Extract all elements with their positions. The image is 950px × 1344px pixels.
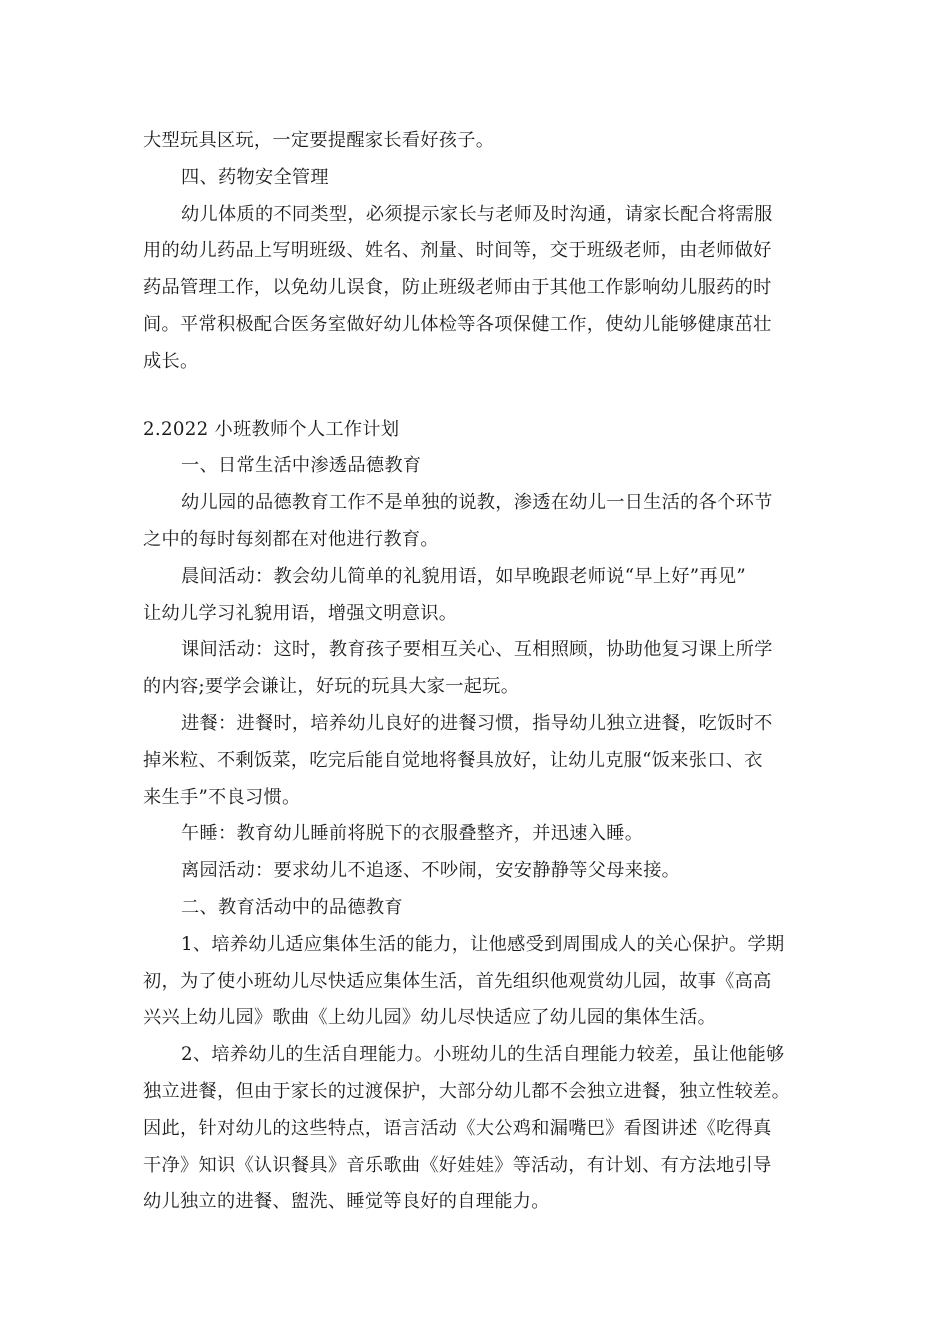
- text-line: 间。平常积极配合医务室做好幼儿体检等各项保健工作，使幼儿能够健康茁壮: [143, 313, 772, 335]
- paragraph-gap: [143, 381, 807, 412]
- text-line: 的内容;要学会谦让，好玩的玩具大家一起玩。: [143, 676, 520, 698]
- text-line: 之中的每时每刻都在对他进行教育。: [143, 528, 439, 550]
- text-line: 幼儿独立的进餐、盥洗、睡觉等良好的自理能力。: [143, 1191, 550, 1213]
- text-line: 因此，针对幼儿的这些特点，语言活动《大公鸡和漏嘴巴》看图讲述《吃得真: [143, 1117, 772, 1139]
- text-line: 1、培养幼儿适应集体生活的能力，让他感受到周围成人的关心保护。学期: [181, 933, 785, 955]
- text-line: 二、教育活动中的品德教育: [181, 896, 403, 918]
- text-line: 干净》知识《认识餐具》音乐歌曲《好娃娃》等活动，有计划、有方法地引导: [143, 1154, 772, 1176]
- text-line: 药品管理工作，以免幼儿误食，防止班级老师由于其他工作影响幼儿服药的时: [143, 277, 772, 299]
- text-line: 四、药物安全管理: [181, 166, 329, 188]
- document-body: [143, 123, 807, 1221]
- text-line: 独立进餐，但由于家长的过渡保护，大部分幼儿都不会独立进餐，独立性较差。: [143, 1080, 791, 1102]
- text-line: 幼儿体质的不同类型，必须提示家长与老师及时沟通，请家长配合将需服: [181, 203, 773, 225]
- text-line: 大型玩具区玩，一定要提醒家长看好孩子。: [143, 130, 495, 151]
- text-line: 成长。: [143, 350, 199, 372]
- text-line: 2、培养幼儿的生活自理能力。小班幼儿的生活自理能力较差，虽让他能够: [181, 1044, 785, 1066]
- section-heading: 2.2022 小班教师个人工作计划: [143, 418, 400, 440]
- text-line: 初，为了使小班幼儿尽快适应集体生活，首先组织他观赏幼儿园，故事《高高: [143, 970, 772, 992]
- text-line: 午睡：教育幼儿睡前将脱下的衣服叠整齐，并迅速入睡。: [181, 823, 644, 845]
- text-line: 课间活动：这时，教育孩子要相互关心、互相照顾，协助他复习课上所学: [181, 639, 773, 661]
- text-line: 幼儿园的品德教育工作不是单独的说教，渗透在幼儿一日生活的各个环节: [181, 492, 773, 514]
- text-line: 离园活动：要求幼儿不追逐、不吵闹，安安静静等父母来接。: [181, 860, 681, 882]
- text-line: 来生手”不良习惯。: [143, 786, 301, 808]
- text-line: 掉米粒、不剩饭菜，吃完后能自觉地将餐具放好，让幼儿克服“饭来张口、衣: [143, 749, 763, 771]
- text-line: 兴兴上幼儿园》歌曲《上幼儿园》幼儿尽快适应了幼儿园的集体生活。: [143, 1007, 717, 1029]
- text-line: 一、日常生活中渗透品德教育: [181, 455, 422, 477]
- text-line: 让幼儿学习礼貌用语，增强文明意识。: [143, 602, 458, 624]
- text-line: 晨间活动：教会幼儿简单的礼貌用语，如早晚跟老师说“早上好”再见”: [181, 565, 746, 587]
- text-line: 进餐：进餐时，培养幼儿良好的进餐习惯，指导幼儿独立进餐，吃饭时不: [181, 712, 773, 734]
- text-line: 用的幼儿药品上写明班级、姓名、剂量、时间等，交于班级老师，由老师做好: [143, 240, 772, 262]
